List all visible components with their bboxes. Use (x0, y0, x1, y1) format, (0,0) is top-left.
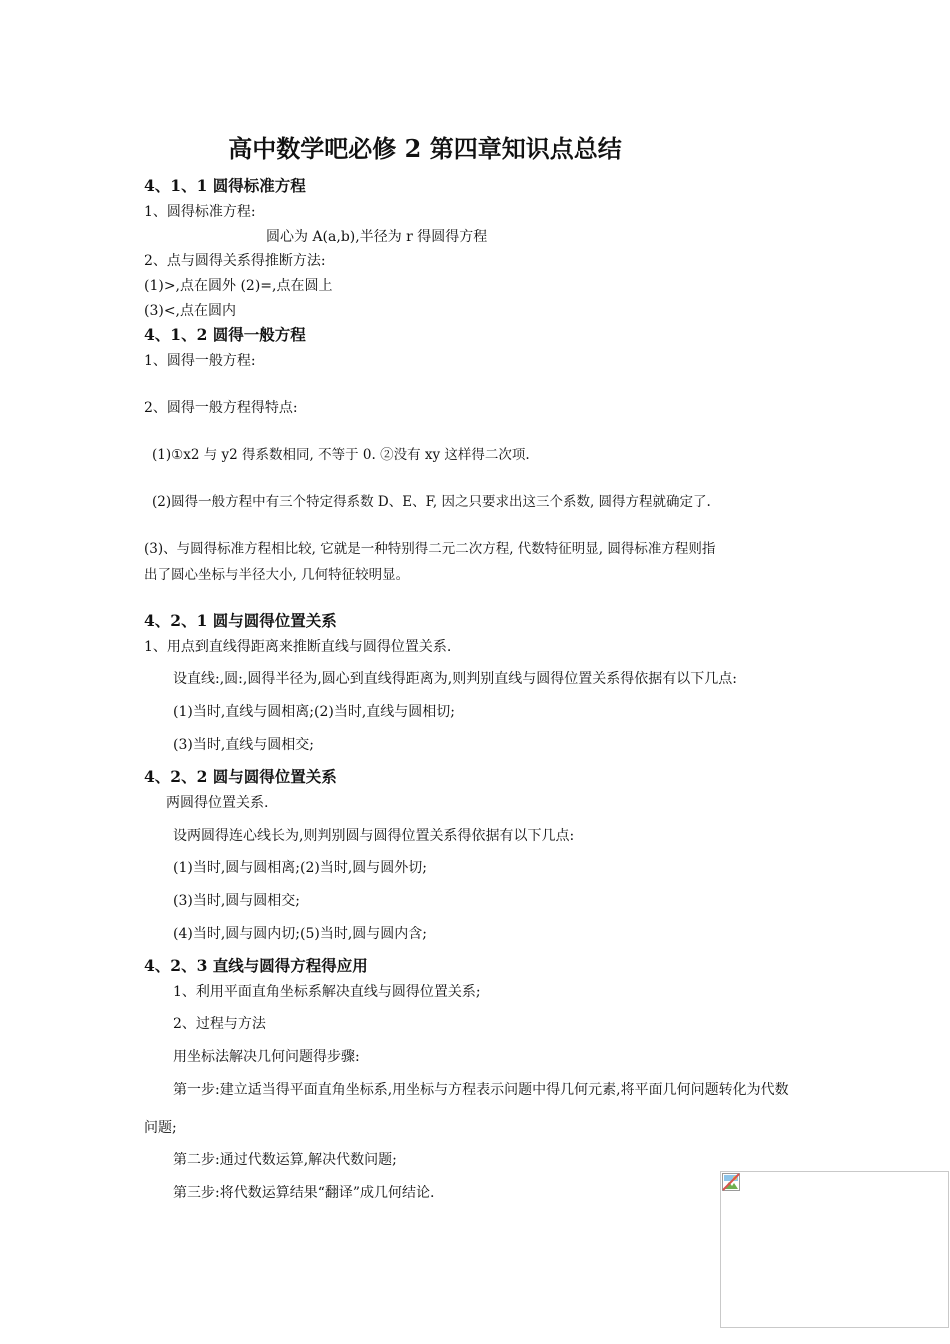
section-heading: 4、1、1 圆得标准方程 (144, 176, 306, 195)
section-heading: 4、2、1 圆与圆得位置关系 (144, 611, 337, 630)
body-line: 2、过程与方法 (173, 1016, 266, 1032)
body-line: (1)>,点在圆外 (2)=,点在圆上 (144, 278, 333, 294)
body-line: 1、用点到直线得距离来推断直线与圆得位置关系. (144, 639, 452, 655)
body-line: 1、利用平面直角坐标系解决直线与圆得位置关系; (173, 984, 481, 1000)
body-line: 设直线:,圆:,圆得半径为,圆心到直线得距离为,则判别直线与圆得位置关系得依据有以下几点: (173, 671, 737, 687)
body-line: (3)当时,圆与圆相交; (173, 893, 300, 909)
body-line: 第二步:通过代数运算,解决代数问题; (173, 1152, 397, 1168)
body-line: (2)圆得一般方程中有三个特定得系数 D、E、F, 因之只要求出这三个系数, 圆得方程就确定了. (152, 494, 711, 510)
document-title: 高中数学吧必修 2 第四章知识点总结 (228, 134, 622, 163)
body-line: 问题; (144, 1120, 177, 1136)
body-line: (4)当时,圆与圆内切;(5)当时,圆与圆内含; (173, 926, 427, 942)
body-line: 2、圆得一般方程得特点: (144, 400, 298, 416)
body-line: (1)当时,圆与圆相离;(2)当时,圆与圆外切; (173, 860, 427, 876)
body-line: 设两圆得连心线长为,则判别圆与圆得位置关系得依据有以下几点: (173, 828, 575, 844)
section-heading: 4、2、3 直线与圆得方程得应用 (144, 956, 368, 975)
body-line: 1、圆得一般方程: (144, 353, 256, 369)
body-line: (3)当时,直线与圆相交; (173, 737, 314, 753)
body-line: 用坐标法解决几何问题得步骤: (173, 1049, 360, 1065)
body-line: (1)①x2 与 y2 得系数相同, 不等于 0. ②没有 xy 这样得二次项. (152, 447, 530, 463)
broken-image-placeholder (720, 1171, 949, 1328)
body-line: 出了圆心坐标与半径大小, 几何特征较明显。 (144, 567, 410, 583)
body-line: 第一步:建立适当得平面直角坐标系,用坐标与方程表示问题中得几何元素,将平面几何问题转化为代数 (173, 1082, 789, 1098)
body-line: (3)<,点在圆内 (144, 303, 237, 319)
body-line: 2、点与圆得关系得推断方法: (144, 253, 326, 269)
section-heading: 4、1、2 圆得一般方程 (144, 325, 306, 344)
body-line: 两圆得位置关系. (166, 795, 269, 811)
body-line: (3)、与圆得标准方程相比较, 它就是一种特别得二元二次方程, 代数特征明显, 圆得标准方程则指 (144, 541, 716, 557)
section-heading: 4、2、2 圆与圆得位置关系 (144, 767, 337, 786)
body-line: (1)当时,直线与圆相离;(2)当时,直线与圆相切; (173, 704, 455, 720)
body-line: 圆心为 A(a,b),半径为 r 得圆得方程 (266, 229, 488, 245)
broken-image-icon (722, 1173, 740, 1191)
body-line: 第三步:将代数运算结果“翻译”成几何结论. (173, 1185, 435, 1201)
body-line: 1、圆得标准方程: (144, 204, 256, 220)
